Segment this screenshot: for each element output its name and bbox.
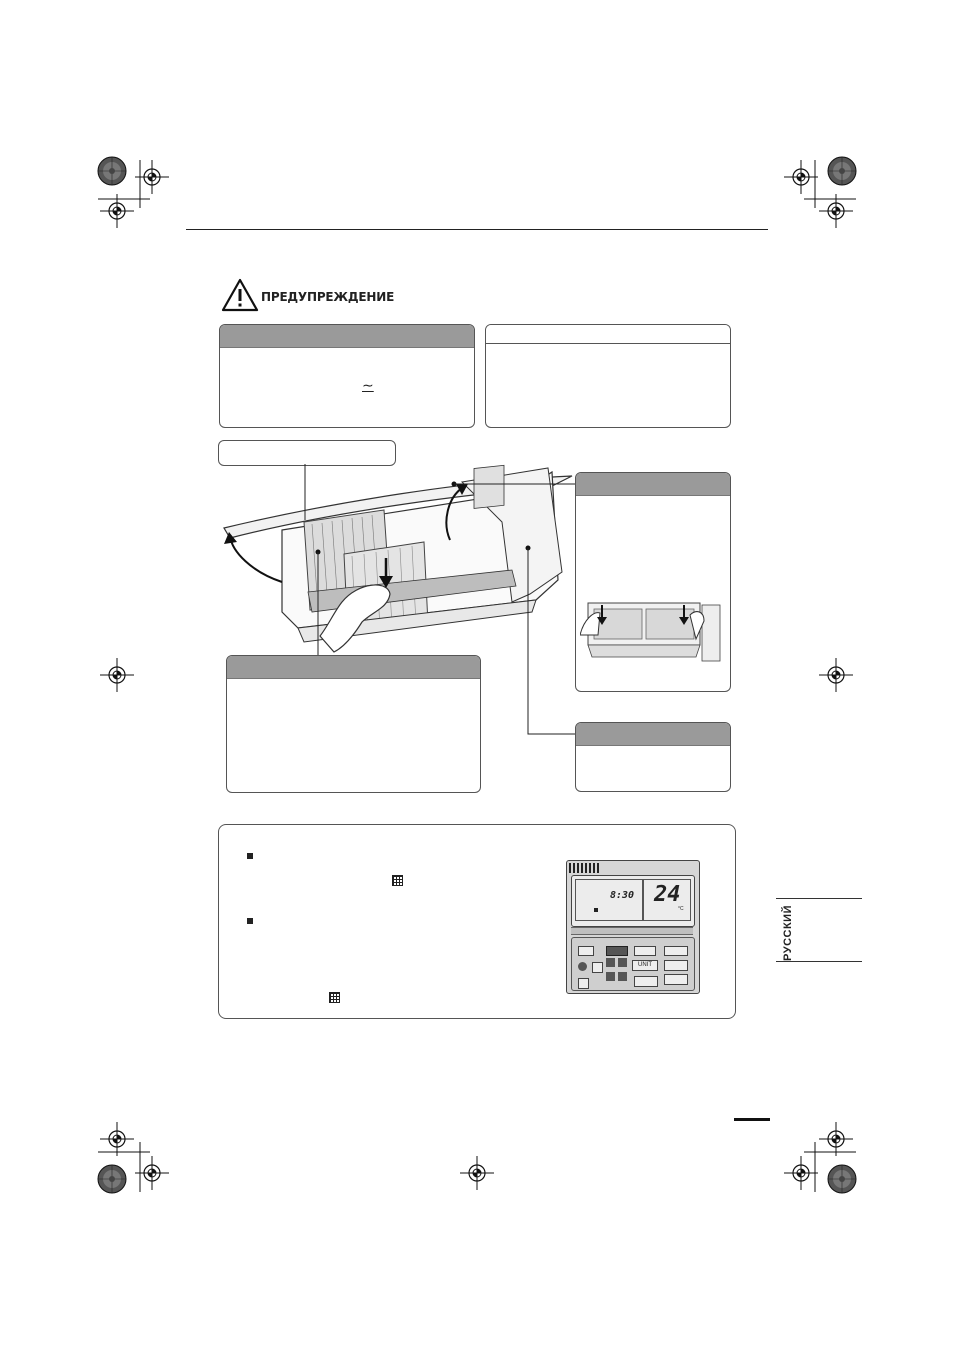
remote-button[interactable] (578, 962, 587, 971)
page-number-bar (734, 1118, 770, 1121)
remote-button[interactable] (634, 976, 658, 987)
lcd-unit: °C (678, 906, 684, 912)
language-tab (776, 898, 862, 962)
bullet-square-icon (247, 918, 253, 924)
remote-button[interactable] (606, 946, 628, 956)
info-box-right-upper (575, 472, 731, 692)
remote-button[interactable] (618, 972, 627, 981)
warning-header (221, 278, 395, 314)
lcd-time: 8:30 (610, 890, 635, 901)
remote-button[interactable] (578, 978, 589, 989)
grid-icon (392, 875, 403, 886)
info-box-top-left (219, 324, 475, 428)
info-box-header (220, 325, 474, 348)
remote-section (218, 824, 736, 1019)
remote-button[interactable] (618, 958, 627, 967)
info-box-header (576, 473, 730, 496)
info-box-header (576, 723, 730, 746)
info-box-top-right (485, 324, 731, 428)
remote-lcd (571, 875, 695, 927)
remote-controller (566, 860, 700, 994)
remote-button[interactable] (592, 962, 603, 973)
unit-button[interactable]: UNIT (632, 960, 658, 971)
filter-removal-inset-image (580, 595, 726, 673)
lcd-temperature: 24 (654, 882, 681, 907)
info-box-header (227, 656, 480, 679)
remote-button[interactable] (664, 974, 688, 985)
remote-button[interactable] (664, 960, 688, 971)
remote-button[interactable] (606, 958, 615, 967)
warning-triangle-icon (221, 278, 259, 312)
remote-strip (571, 927, 693, 935)
bullet-square-icon (247, 853, 253, 859)
remote-top-stripes (569, 863, 599, 873)
remote-button[interactable] (606, 972, 615, 981)
remote-button[interactable] (578, 946, 594, 956)
remote-button-panel (571, 937, 695, 991)
info-box-right-lower (575, 722, 731, 792)
grid-icon (329, 992, 340, 1003)
info-box-header (486, 325, 730, 344)
remote-button[interactable] (634, 946, 656, 956)
tilde-symbol: ∼ (362, 377, 374, 393)
language-tab-label: РУССКИЙ (782, 905, 794, 961)
warning-label: ПРЕДУПРЕЖДЕНИЕ (261, 290, 395, 304)
info-box-left-lower (226, 655, 481, 793)
lcd-grid-icon (594, 908, 598, 912)
remote-button[interactable] (664, 946, 688, 956)
header-rule (186, 229, 768, 230)
